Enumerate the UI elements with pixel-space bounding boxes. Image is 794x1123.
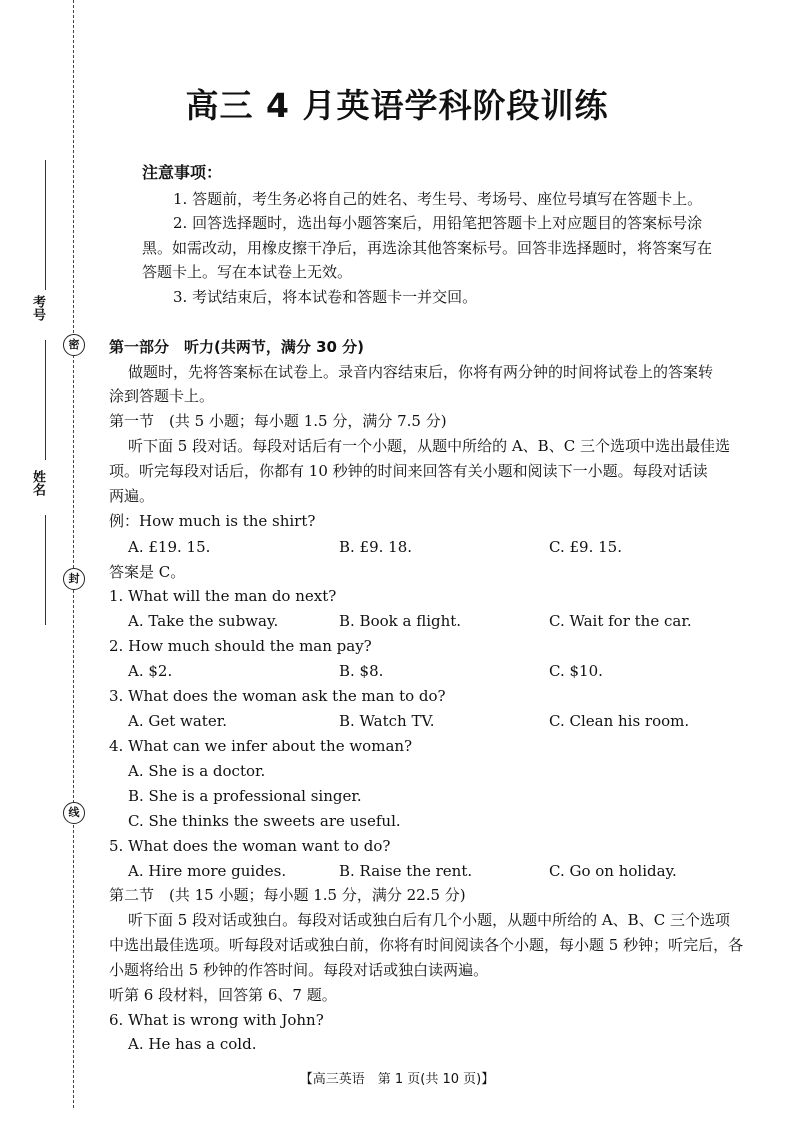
- page-title: 高三 4 月英语学科阶段训练: [185, 86, 609, 125]
- q3-option-a: A. Get water.: [128, 712, 228, 730]
- material-6-instruction: 听第 6 段材料，回答第 6、7 题。: [109, 986, 337, 1004]
- seal-feng: 封: [63, 568, 85, 590]
- q2-option-a: A. $2.: [128, 662, 173, 680]
- q5-option-c: C. Go on holiday.: [549, 862, 677, 880]
- q4-option-b: B. She is a professional singer.: [128, 787, 362, 805]
- binding-dashed-line: [73, 0, 74, 1108]
- example-option-b: B. £9. 18.: [339, 538, 413, 556]
- q4-option-a: A. She is a doctor.: [128, 762, 266, 780]
- q1-option-c: C. Wait for the car.: [549, 612, 692, 630]
- field-underline-3: [45, 515, 46, 625]
- q5-option-a: A. Hire more guides.: [128, 862, 287, 880]
- q3-option-c: C. Clean his room.: [549, 712, 690, 730]
- question-1: 1. What will the man do next?: [109, 587, 337, 605]
- part1-heading: 第一部分 听力(共两节，满分 30 分): [109, 338, 365, 356]
- note-2a: 2. 回答选择题时，选出每小题答案后，用铅笔把答题卡上对应题目的答案标号涂: [173, 214, 703, 232]
- page-footer: 【高三英语 第 1 页(共 10 页)】: [299, 1072, 495, 1087]
- q5-option-b: B. Raise the rent.: [339, 862, 473, 880]
- part1-intro-1: 做题时，先将答案标在试卷上。录音内容结束后，你将有两分钟的时间将试卷上的答案转: [128, 363, 714, 381]
- section2-desc-1: 听下面 5 段对话或独白。每段对话或独白后有几个小题，从题中所给的 A、B、C 三个选项: [128, 911, 730, 929]
- question-3: 3. What does the woman ask the man to do?: [109, 687, 446, 705]
- example-option-c: C. £9. 15.: [549, 538, 622, 556]
- question-5: 5. What does the woman want to do?: [109, 837, 391, 855]
- section1-desc-1: 听下面 5 段对话。每段对话后有一个小题，从题中所给的 A、B、C 三个选项中选出最佳选: [128, 437, 730, 455]
- question-6: 6. What is wrong with John?: [109, 1011, 324, 1029]
- field-underline-1: [45, 160, 46, 290]
- example-answer: 答案是 C。: [109, 563, 186, 581]
- seal-mi: 密: [63, 334, 85, 356]
- note-3: 3. 考试结束后，将本试卷和答题卡一并交回。: [173, 288, 478, 306]
- note-1: 1. 答题前，考生务必将自己的姓名、考生号、考场号、座位号填写在答题卡上。: [173, 190, 703, 208]
- part1-intro-2: 涂到答题卡上。: [109, 387, 215, 405]
- name-label: 姓名: [30, 470, 45, 496]
- field-underline-2: [45, 340, 46, 460]
- q3-option-b: B. Watch TV.: [339, 712, 435, 730]
- note-2b: 黑。如需改动，用橡皮擦干净后，再选涂其他答案标号。回答非选择题时，将答案写在: [142, 239, 713, 257]
- section1-desc-3: 两遍。: [109, 487, 155, 505]
- seal-xian: 线: [63, 802, 85, 824]
- section1-desc-2: 项。听完每段对话后，你都有 10 秒钟的时间来回答有关小题和阅读下一小题。每段对话读: [109, 462, 708, 480]
- section2-desc-2: 中选出最佳选项。听每段对话或独白前，你将有时间阅读各个小题，每小题 5 秒钟；听完后，各: [109, 936, 744, 954]
- example-question: 例：How much is the shirt?: [109, 512, 316, 530]
- question-2: 2. How much should the man pay?: [109, 637, 372, 655]
- question-4: 4. What can we infer about the woman?: [109, 737, 413, 755]
- section2-desc-3: 小题将给出 5 秒钟的作答时间。每段对话或独白读两遍。: [109, 961, 489, 979]
- example-option-a: A. £19. 15.: [128, 538, 211, 556]
- note-2c: 答题卡上。写在本试卷上无效。: [142, 263, 353, 281]
- notes-heading: 注意事项：: [142, 163, 223, 182]
- exam-number-label: 考号: [30, 295, 45, 321]
- q2-option-b: B. $8.: [339, 662, 384, 680]
- section2-heading: 第二节 (共 15 小题；每小题 1.5 分，满分 22.5 分): [109, 886, 466, 904]
- q1-option-b: B. Book a flight.: [339, 612, 462, 630]
- q4-option-c: C. She thinks the sweets are useful.: [128, 812, 401, 830]
- q2-option-c: C. $10.: [549, 662, 603, 680]
- q1-option-a: A. Take the subway.: [128, 612, 279, 630]
- section1-heading: 第一节 (共 5 小题；每小题 1.5 分，满分 7.5 分): [109, 412, 447, 430]
- q6-option-a: A. He has a cold.: [128, 1035, 257, 1053]
